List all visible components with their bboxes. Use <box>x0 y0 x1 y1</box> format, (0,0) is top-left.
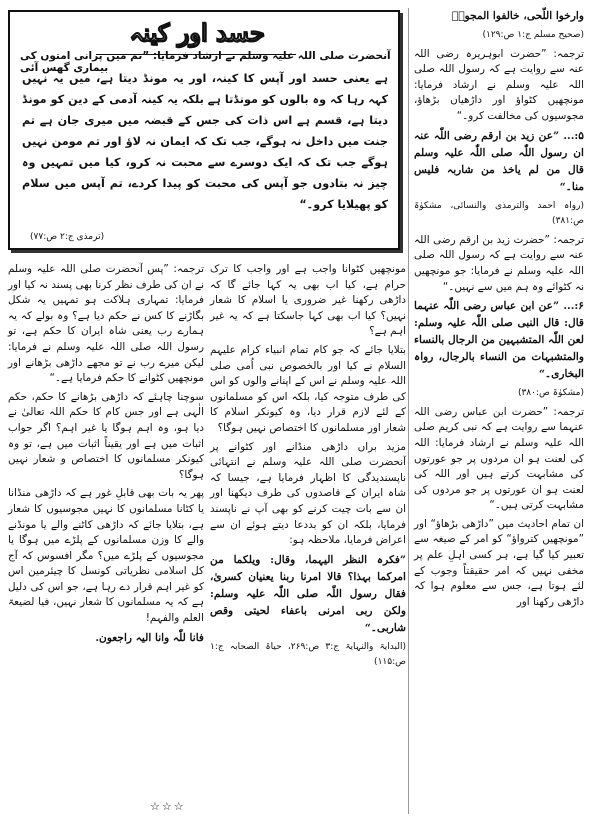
article-reference: (ترمذی ج:۲ ص:۷۷) <box>30 232 105 242</box>
paragraph: ترجمہ: ”پس آنحضرت صلی اللہ علیہ وسلم نے ان کی طرف نظر کرنا بھی پسند نہ کیا اور فرمایا: تمہاری ہلاکت ہو تمہیں یہ شکل بگاڑنے کا کس نے حکم دیا ہے؟ وہ بولے کہ یہ ہمارے رب یعنی شاہ ایران کا حکم ہے، تو رسول اللہ صلی اللہ علیہ وسلم نے فرمایا: لیکن میرے رب نے تو مجھے داڑھی بڑھانے اور مونچھیں کٹوانے کا حکم فرمایا ہے۔“ <box>8 263 204 385</box>
article-intro: آنحضرت صلی اللہ علیہ وسلم نے ارشاد فرمایا: ”تم میں پرانی امتوں کی بیماری گھس آئی <box>20 50 391 74</box>
middle-column <box>210 262 406 674</box>
paragraph: ترجمہ: ”حضرت زید بن ارقم رضی اللہ عنہ سے روایت ہے کہ رسول اللہ صلی اللہ علیہ وسلم نے فرمایا: جو مونچھیں نہ کٹوائے وہ ہم میں سے نہیں۔“ <box>414 233 584 293</box>
paragraph: (رواہ احمد والترمذی والنسائی، مشکوٰۃ ص:۳۸۱) <box>414 200 584 227</box>
paragraph: ۵:... ”عن زید بن ارقم رضی اللّٰہ عنہ ان رسول اللّٰہ صلی اللّٰہ علیہ وسلم قال من لم یاخذ من شاربہ فلیس منا۔“ <box>414 129 584 193</box>
right-column <box>414 8 584 613</box>
end-stars: ☆☆☆ <box>150 800 186 813</box>
left-column <box>8 262 204 650</box>
paragraph: (مشکوٰۃ ص:۳۸۰) <box>517 388 584 399</box>
column-divider <box>408 8 409 814</box>
paragraph: مونچھیں کٹوانا واجب ہے اور واجب کا ترک حرام ہے، کیا اب بھی یہ کہا جائے گا کہ داڑھی رکھنا غیر ضروری یا اسلام کا شعار نہیں؟ کیا اب بھی کہا جاسکتا ہے کہ یہ غیر اہم ہے؟ <box>210 263 406 338</box>
paragraph: ان تمام احادیث میں ”داڑھی بڑھاؤ“ اور ”مونچھیں کترواؤ“ کو امر کے صیغہ سے تعبیر کیا گیا ہے، ہر کسی اہلِ علم پر مخفی نہیں کہ امر حقیقتاً وجوب کے لئے ہوتا ہے، جس سے معلوم ہوا کہ داڑھی رکھنا اور <box>414 517 584 608</box>
article-body: ہے یعنی حسد اور آپس کا کینہ، اور یہ مونڈ دیتا ہے، میں یہ نہیں کہہ رہا کہ وہ بالوں کو مونڈتا ہے بلکہ یہ کینہ آدمی کے دین کو مونڈ دیتا ہے، قسم ہے اس ذات کی جس کے قبضہ میں میری جان ہے تم جنت میں داخل نہ ہوگے، جب تک کہ ایمان نہ لاؤ اور تم مومن نہیں ہوگے جب تک کہ ایک دوسرے سے محبت نہ کرو، کیا میں تمہیں وہ چیز نہ بتادوں جو آپس کی محبت کو پیدا کردے، تم آپس میں سلام کو پھیلایا کرو۔“ <box>22 72 388 211</box>
boxed-article <box>8 10 400 250</box>
paragraph: (البدایۃ والنہایۃ ج:۳ ص:۲۶۹، حیاۃ الصحابہ ج:۱ ص:۱۱۵) <box>210 641 406 668</box>
paragraph: فانا للّٰہ وانا الیہ راجعون. <box>95 631 204 644</box>
paragraph: (صحیح مسلم ج:۱ ص:۱۲۹) <box>482 30 584 40</box>
paragraph: ۶:... ”عن ابن عباس رضی اللّٰہ عنہما قال: قال النبی صلی اللّٰہ علیہ وسلم: لعن اللّٰہ المتشبہین من الرجال بالنساء والمتشبہات من النساء بالرجال، رواہ البخاری۔“ <box>414 300 584 381</box>
paragraph: وارخوا اللّحی، خالفوا المجوسؔ <box>451 10 584 22</box>
paragraph: ترجمہ: ”حضرت ابن عباس رضی اللہ عنہما سے روایت ہے کہ نبی کریم صلی اللہ علیہ وسلم نے ارشاد فرمایا: اللہ کی لعنت ہو ان مردوں پر جو عورتوں کی مشابہت کرتے ہیں اور اللہ کی لعنت ہو ان عورتوں پر جو مردوں کی مشابہت کرتی ہیں۔“ <box>414 405 584 512</box>
article-title: حسد اور کینہ <box>129 18 265 47</box>
paragraph: ترجمہ: ”حضرت ابوہریرہ رضی اللہ عنہ سے روایت ہے کہ رسول اللہ صلی اللہ علیہ وسلم نے ارشاد فرمایا: مونچھیں کٹواؤ اور داڑھیاں بڑھاؤ، مجوسیوں کی مخالفت کرو۔“ <box>414 47 584 122</box>
paragraph: سوچنا چاہئے کہ داڑھی بڑھانے کا حکم، حکم الٰہی ہے اور جس کام کا حکم اللہ تعالیٰ نے دیا ہو، وہ اہم ہوگا یا غیر اہم؟ اگر جواب اثبات میں ہے اور یقیناً اثبات میں ہے، تو وہ کیونکر مسلمانوں کا اختصاص و شعار نہیں ہوگا؟ <box>8 390 204 481</box>
paragraph: پھر یہ بات بھی قابلِ غور ہے کہ داڑھی منڈانا یا کٹانا مسلمانوں کا نہیں مجوسیوں کا شعار ہے، بتلایا جائے کہ داڑھی کاٹنے والے یا مونڈنے والے کا وزن مسلمانوں کے پلڑے میں ہوگا یا مجوسیوں کے پلڑے میں؟ مگر افسوس کہ آج کل اسلامی نظریاتی کونسل کا چیئرمین اس کو غیر اہم قرار دے رہا ہے، جو اس کی دلیل ہے کہ یہ مسلمانوں کا شعار نہیں، فیا لضیعۃ العلم والفہم! <box>8 487 204 625</box>
paragraph: مزید براں داڑھی منڈانے اور کٹوانے پر آنحضرت صلی اللہ علیہ وسلم نے انتہائی ناپسندیدگی کا اظہار فرمایا ہے، جیسا کہ شاہ ایران کے قاصدوں کی طرف دیکھنا اور ان سے بات چیت کرنے کو بھی آپ نے ناپسند فرمایا، بلکہ ان کو بددعا دیتے ہوئے ان سے اعراض فرمایا، ملاحظہ ہو: <box>210 440 406 547</box>
paragraph: بتلایا جائے کہ جو کام تمام انبیاء کرام علیہم السلام نے کیا اور بالخصوص نبی اُمی صلی اللہ علیہ وسلم نے اس کے اپنانے والوں کو اس کی طرف متوجہ کیا، بلکہ اس کو مسلمانوں کے لئے لازم قرار دیا، وہ کیونکر اسلام کا شعار اور مسلمانوں کا اختصاص نہیں ہوگا؟ <box>210 343 406 434</box>
paragraph: ”فکرہ النظر الیہما، وقال: ویلکما من امرکما بہذا؟ قالا امرنا ربنا یعنیان کسریٰ، فقال رسول اللّٰہ صلی اللّٰہ علیہ وسلم: ولکن ربی امرنی باعفاء لحیتی وقص شاربی۔“ <box>210 553 406 634</box>
